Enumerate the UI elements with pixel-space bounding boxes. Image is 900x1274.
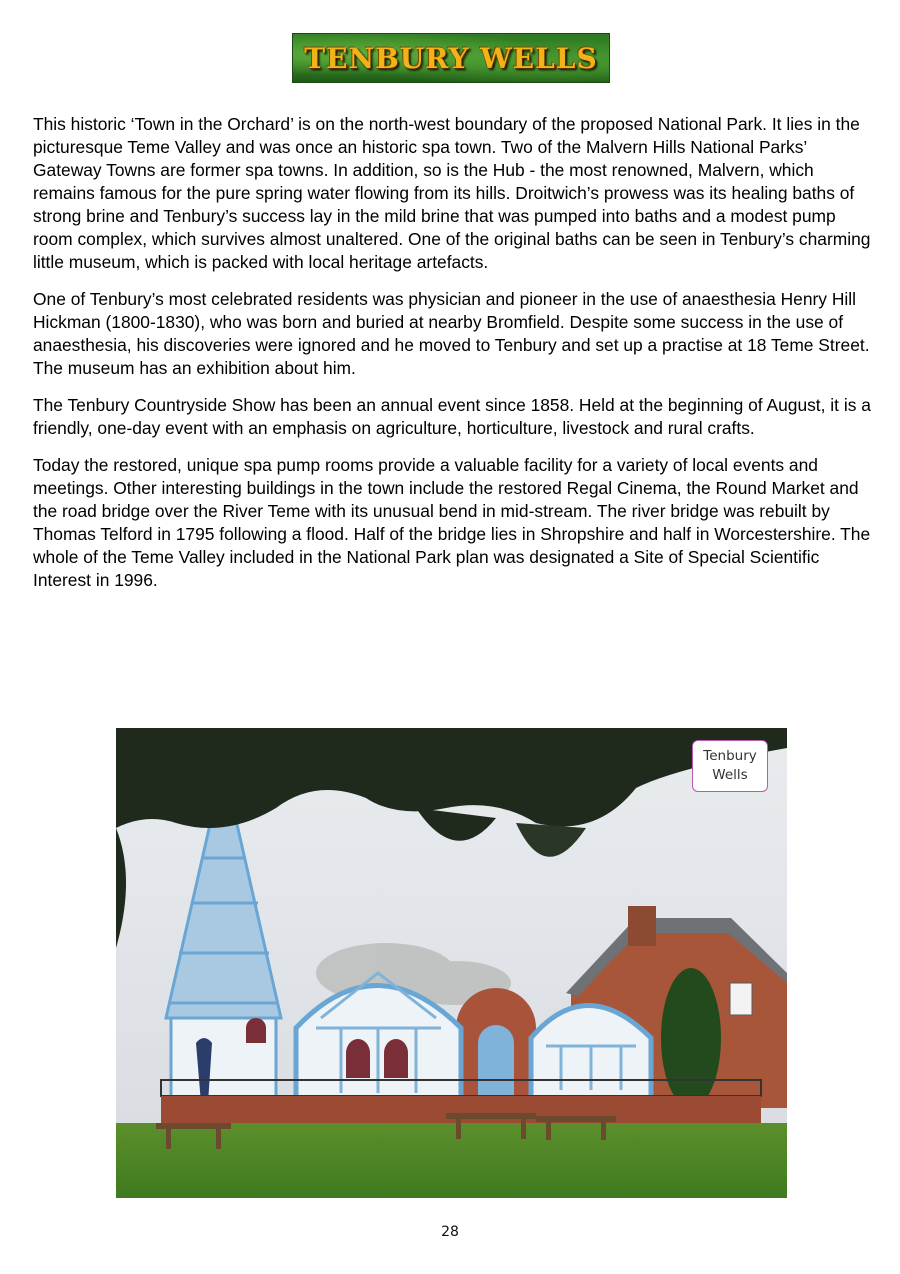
banner-title: TENBURY WELLS <box>304 41 598 75</box>
title-banner <box>292 33 610 83</box>
paragraph-intro: This historic ‘Town in the Orchard’ is on the north-west boundary of the proposed National Park. It lies in the picturesque Teme Valley and was once an historic spa town. Two of the Malvern Hills National Parks’ Gateway Towns are former spa towns. In addition, so is the Hub - the most renowned, Malvern, which remains famous for the pure spring water flowing from its hills. Droitwich’s prowess was its healing baths of strong brine and Tenbury’s success lay in the mild brine that was pumped into baths and a modest pump room complex, which survives almost unaltered. One of the original baths can be seen in Tenbury’s charming little museum, which is packed with local heritage artefacts. <box>33 114 871 272</box>
pump-rooms-photo <box>116 728 787 1198</box>
photo-label-line2: Wells <box>712 767 748 783</box>
paragraph-pump-rooms: Today the restored, unique spa pump rooms provide a valuable facility for a variety of local events and meetings. Other interesting buildings in the town include the restored Regal Cinema, the Round Market and the road bridge over the River Teme with its unusual bend in mid-stream. The river bridge was rebuilt by Thomas Telford in 1795 following a flood. Half of the bridge lies in Shropshire and half in Worcestershire. The whole of the Teme Valley included in the National Park plan was designated a Site of Special Scientific Interest in 1996. <box>33 455 871 590</box>
page-number: 28 <box>441 1224 459 1240</box>
article-body <box>33 113 873 606</box>
photo-caption-label <box>692 740 768 792</box>
paragraph-hickman: One of Tenbury’s most celebrated residents was physician and pioneer in the use of anaesthesia Henry Hill Hickman (1800-1830), who was born and buried at nearby Bromfield. Despite some success in the use of anaesthesia, his discoveries were ignored and he moved to Tenbury and set up a practise at 18 Teme Street. The museum has an exhibition about him. <box>33 289 870 378</box>
pump-rooms-illustration <box>116 728 787 1198</box>
photo-label-line1: Tenbury <box>703 748 757 764</box>
paragraph-countryside-show: The Tenbury Countryside Show has been an annual event since 1858. Held at the beginning of August, it is a friendly, one-day event with an emphasis on agriculture, horticulture, livestock and rural crafts. <box>33 395 871 438</box>
